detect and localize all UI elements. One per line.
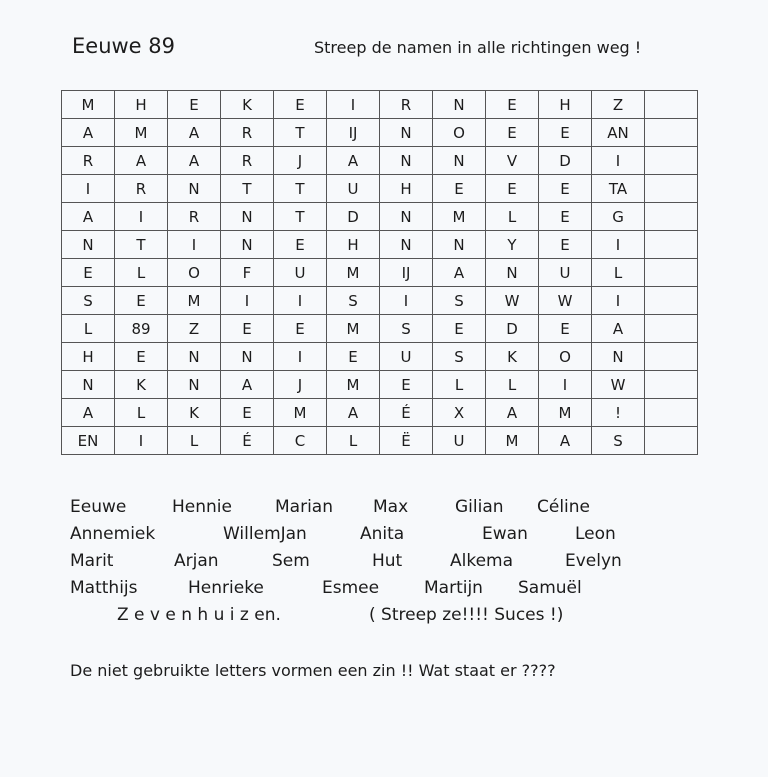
grid-cell: R <box>115 175 168 203</box>
grid-cell: X <box>433 399 486 427</box>
grid-cell: Z <box>168 315 221 343</box>
name-item: Eeuwe <box>70 497 127 517</box>
grid-row <box>62 343 698 371</box>
grid-cell: K <box>221 91 274 119</box>
name-row <box>70 494 690 521</box>
grid-cell <box>645 371 698 399</box>
name-item: Anita <box>360 524 405 544</box>
grid-cell: N <box>380 119 433 147</box>
name-item: Hut <box>372 551 403 571</box>
grid-cell: E <box>274 315 327 343</box>
grid-cell: M <box>327 371 380 399</box>
grid-cell: A <box>62 399 115 427</box>
grid-cell: U <box>539 259 592 287</box>
name-item: Z e v e n h u i z en. <box>117 605 281 625</box>
grid-cell: E <box>274 91 327 119</box>
grid-cell: A <box>221 371 274 399</box>
grid-cell: A <box>115 147 168 175</box>
name-item: Martijn <box>424 578 483 598</box>
grid-cell: L <box>168 427 221 455</box>
grid-cell: E <box>539 315 592 343</box>
grid-cell <box>645 147 698 175</box>
name-item: Hennie <box>172 497 232 517</box>
grid-cell: E <box>380 371 433 399</box>
grid-cell: N <box>221 203 274 231</box>
name-item: Gilian <box>455 497 504 517</box>
grid-row <box>62 259 698 287</box>
grid-cell: I <box>380 287 433 315</box>
grid-cell: N <box>168 343 221 371</box>
grid-cell: R <box>221 119 274 147</box>
name-item: Sem <box>272 551 310 571</box>
grid-cell <box>645 315 698 343</box>
grid-cell: U <box>327 175 380 203</box>
grid-cell: E <box>168 91 221 119</box>
grid-cell: M <box>486 427 539 455</box>
name-item: Alkema <box>450 551 514 571</box>
name-item: Evelyn <box>565 551 622 571</box>
grid-cell: A <box>592 315 645 343</box>
grid-cell: W <box>486 287 539 315</box>
grid-cell: E <box>221 399 274 427</box>
name-item: Leon <box>575 524 616 544</box>
grid-cell: F <box>221 259 274 287</box>
grid-cell <box>645 175 698 203</box>
grid-row <box>62 427 698 455</box>
grid-cell: D <box>539 147 592 175</box>
name-item: Annemiek <box>70 524 156 544</box>
grid-cell <box>645 91 698 119</box>
grid-cell: N <box>380 231 433 259</box>
grid-cell: E <box>539 175 592 203</box>
grid-cell: N <box>380 147 433 175</box>
grid-cell: M <box>327 259 380 287</box>
grid-row <box>62 147 698 175</box>
grid-cell: D <box>327 203 380 231</box>
grid-cell: V <box>486 147 539 175</box>
grid-cell: I <box>274 343 327 371</box>
grid-cell: M <box>327 315 380 343</box>
grid-cell: M <box>168 287 221 315</box>
grid-cell: I <box>539 371 592 399</box>
grid-cell: A <box>62 203 115 231</box>
grid-cell: A <box>539 427 592 455</box>
grid-cell: H <box>327 231 380 259</box>
grid-cell: H <box>539 91 592 119</box>
grid-cell: ! <box>592 399 645 427</box>
name-item: Marit <box>70 551 114 571</box>
word-search-grid <box>61 90 698 455</box>
grid-cell: O <box>539 343 592 371</box>
grid-cell: I <box>115 203 168 231</box>
grid-cell <box>645 343 698 371</box>
grid-cell: O <box>433 119 486 147</box>
grid-cell: Y <box>486 231 539 259</box>
grid-cell: W <box>592 371 645 399</box>
grid-cell: O <box>168 259 221 287</box>
grid-cell: U <box>274 259 327 287</box>
name-row <box>70 602 690 629</box>
name-item: Marian <box>275 497 333 517</box>
grid-cell: EN <box>62 427 115 455</box>
grid-cell: T <box>274 119 327 147</box>
grid-cell: G <box>592 203 645 231</box>
grid-cell: E <box>62 259 115 287</box>
grid-cell: É <box>380 399 433 427</box>
grid-cell <box>645 399 698 427</box>
grid-cell: N <box>168 371 221 399</box>
grid-cell: L <box>327 427 380 455</box>
grid-cell: N <box>62 231 115 259</box>
grid-cell: L <box>592 259 645 287</box>
grid-cell: U <box>433 427 486 455</box>
name-item: ( Streep ze!!!! Suces !) <box>369 605 564 625</box>
grid-cell: K <box>168 399 221 427</box>
grid-cell: M <box>274 399 327 427</box>
grid-cell: A <box>168 119 221 147</box>
grid-cell: E <box>327 343 380 371</box>
grid-cell: E <box>433 175 486 203</box>
grid-cell: L <box>486 203 539 231</box>
grid-cell: Ë <box>380 427 433 455</box>
grid-cell: E <box>539 119 592 147</box>
grid-cell: 89 <box>115 315 168 343</box>
name-item: WillemJan <box>223 524 307 544</box>
grid-cell: J <box>274 147 327 175</box>
grid-cell: E <box>486 175 539 203</box>
grid-row <box>62 315 698 343</box>
grid-cell: M <box>115 119 168 147</box>
grid-row <box>62 231 698 259</box>
grid-cell: IJ <box>380 259 433 287</box>
name-item: Esmee <box>322 578 380 598</box>
grid-cell: N <box>62 371 115 399</box>
grid-cell: H <box>115 91 168 119</box>
grid-cell: I <box>274 287 327 315</box>
grid-cell: I <box>168 231 221 259</box>
name-row <box>70 548 690 575</box>
grid-cell: IJ <box>327 119 380 147</box>
page-title: Eeuwe 89 <box>72 34 175 58</box>
grid-row <box>62 119 698 147</box>
grid-cell: J <box>274 371 327 399</box>
grid-cell: I <box>221 287 274 315</box>
grid-row <box>62 203 698 231</box>
name-item: Céline <box>537 497 591 517</box>
grid-row <box>62 175 698 203</box>
grid-cell: S <box>62 287 115 315</box>
grid-cell: A <box>168 147 221 175</box>
grid-cell: C <box>274 427 327 455</box>
bottom-instruction: De niet gebruikte letters vormen een zin !! Wat staat er ???? <box>70 661 556 680</box>
grid-cell: E <box>115 343 168 371</box>
grid-cell: M <box>62 91 115 119</box>
grid-cell: E <box>486 119 539 147</box>
grid-cell: R <box>168 203 221 231</box>
grid-cell: R <box>62 147 115 175</box>
name-item: Henrieke <box>188 578 264 598</box>
grid-cell: H <box>62 343 115 371</box>
grid-cell: E <box>274 231 327 259</box>
grid-cell: M <box>539 399 592 427</box>
grid-cell: H <box>380 175 433 203</box>
grid-cell: U <box>380 343 433 371</box>
grid-row <box>62 91 698 119</box>
grid-cell: E <box>539 231 592 259</box>
grid-cell: AN <box>592 119 645 147</box>
grid-cell: D <box>486 315 539 343</box>
grid-cell: S <box>433 287 486 315</box>
grid-cell: N <box>486 259 539 287</box>
name-list <box>70 494 690 629</box>
grid-row <box>62 287 698 315</box>
grid-cell: I <box>592 231 645 259</box>
grid-cell: S <box>327 287 380 315</box>
grid-cell: TA <box>592 175 645 203</box>
grid-cell: A <box>327 399 380 427</box>
name-item: Arjan <box>174 551 219 571</box>
grid-cell: R <box>221 147 274 175</box>
grid-cell: L <box>486 371 539 399</box>
grid-cell: N <box>221 343 274 371</box>
grid-cell: E <box>115 287 168 315</box>
grid-cell: A <box>433 259 486 287</box>
grid-cell: L <box>433 371 486 399</box>
grid-cell: I <box>592 287 645 315</box>
grid-cell: I <box>62 175 115 203</box>
grid-cell <box>645 427 698 455</box>
grid-cell: T <box>274 175 327 203</box>
grid-cell: Z <box>592 91 645 119</box>
grid-cell <box>645 259 698 287</box>
grid-row <box>62 371 698 399</box>
grid-cell: T <box>274 203 327 231</box>
grid-cell: N <box>221 231 274 259</box>
grid-cell: M <box>433 203 486 231</box>
name-row <box>70 521 690 548</box>
grid-cell: N <box>168 175 221 203</box>
grid-cell: L <box>115 259 168 287</box>
grid-cell: S <box>592 427 645 455</box>
grid-cell: S <box>380 315 433 343</box>
grid-cell: E <box>486 91 539 119</box>
grid-cell <box>645 119 698 147</box>
name-item: Max <box>373 497 409 517</box>
grid-cell: N <box>433 231 486 259</box>
grid-cell: É <box>221 427 274 455</box>
name-row <box>70 575 690 602</box>
name-item: Samuël <box>518 578 582 598</box>
grid-cell: T <box>221 175 274 203</box>
grid-cell: A <box>327 147 380 175</box>
grid-cell: N <box>380 203 433 231</box>
grid-cell: R <box>380 91 433 119</box>
grid-cell <box>645 287 698 315</box>
grid-cell: W <box>539 287 592 315</box>
grid-cell: E <box>539 203 592 231</box>
grid-cell <box>645 231 698 259</box>
grid-cell: L <box>62 315 115 343</box>
grid-cell: N <box>433 147 486 175</box>
name-item: Matthijs <box>70 578 138 598</box>
grid-cell: A <box>62 119 115 147</box>
name-item: Ewan <box>482 524 528 544</box>
grid-cell: K <box>115 371 168 399</box>
grid-cell: N <box>592 343 645 371</box>
grid-cell: I <box>115 427 168 455</box>
instruction-subtitle: Streep de namen in alle richtingen weg ! <box>314 38 642 57</box>
grid-cell: T <box>115 231 168 259</box>
grid-row <box>62 399 698 427</box>
grid-cell: L <box>115 399 168 427</box>
grid-cell: N <box>433 91 486 119</box>
grid-cell: A <box>486 399 539 427</box>
grid-cell: S <box>433 343 486 371</box>
grid-cell: K <box>486 343 539 371</box>
grid-cell <box>645 203 698 231</box>
grid-cell: I <box>592 147 645 175</box>
grid-cell: I <box>327 91 380 119</box>
grid-cell: E <box>221 315 274 343</box>
grid-cell: E <box>433 315 486 343</box>
